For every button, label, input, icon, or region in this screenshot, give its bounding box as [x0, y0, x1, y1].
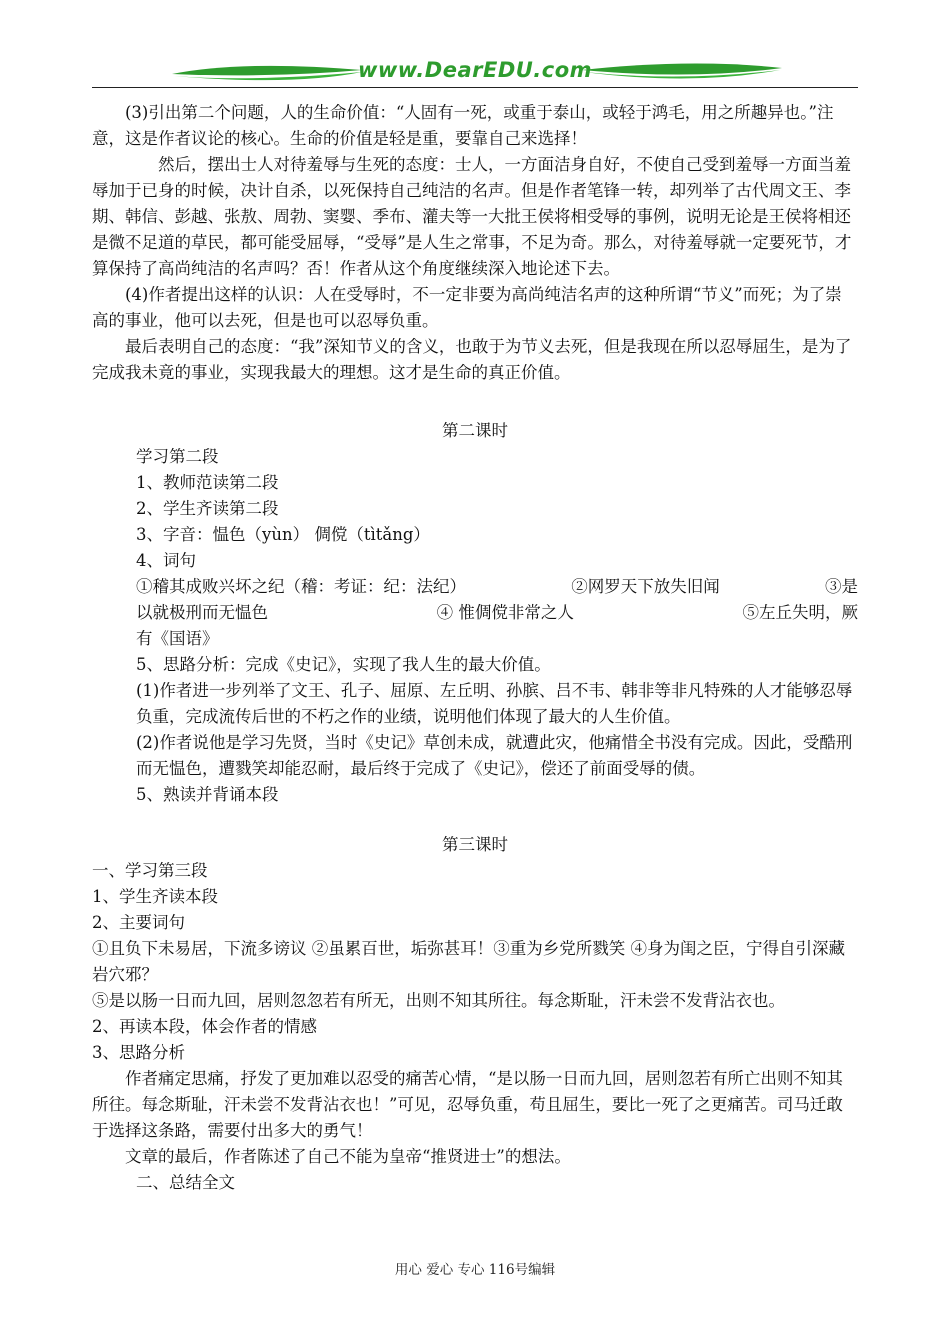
header-divider [92, 87, 858, 88]
word-item: ③是 [825, 577, 858, 596]
list-item: (2)作者说他是学习先贤，当时《史记》草创未成，就遭此灾，他痛惜全书没有完成。因此，受酷刑而无愠色，遭戮笑却能忍耐，最后终于完成了《史记》，偿还了前面受辱的债。 [136, 733, 853, 778]
paragraph: 作者痛定思痛，抒发了更加难以忍受的痛苦心情，“是以肠一日而九回，居则忽若有所亡出则不知其所往。每念斯耻，汗未尝不发背沾衣也！”可见，忍辱负重，苟且屈生，要比一死了之更痛苦。司马迁敢于选择这条路，需要付出多大的勇气！ [92, 1069, 843, 1140]
list-item: (1)作者进一步列举了文王、孔子、屈原、左丘明、孙膑、吕不韦、韩非等非凡特殊的人才能够忍辱负重，完成流传后世的不朽之作的业绩，说明他们体现了最大的人生价值。 [136, 681, 853, 726]
site-url: www.DearEDU.com [357, 58, 593, 82]
section-title: 第三课时 [442, 835, 508, 854]
section-title: 第二课时 [442, 421, 508, 440]
word-item: 以就极刑而无愠色 [136, 603, 268, 622]
list-item: 二、总结全文 [136, 1173, 235, 1192]
word-row [92, 600, 858, 626]
list-item: 3、字音：愠色（yùn） 倜傥（tìtǎng） [136, 525, 430, 544]
list-item: 1、教师范读第二段 [136, 473, 279, 492]
document-body [92, 100, 858, 1196]
paragraph: (3)引出第二个问题，人的生命价值：“人固有一死，或重于泰山，或轻于鸿毛，用之所趣异也。”注意，这是作者议论的核心。生命的价值是轻是重，要靠自己来选择！ [92, 103, 834, 148]
list-item: 有《国语》 [136, 629, 219, 648]
word-item: ②网罗天下放失旧闻 [571, 577, 720, 596]
list-item: 学习第二段 [136, 447, 219, 466]
word-item: ④ 惟倜傥非常之人 [436, 603, 574, 622]
page-footer: 用心 爱心 专心 116号编辑 [394, 1262, 556, 1278]
list-item: 4、词句 [136, 551, 196, 570]
list-item: 1、学生齐读本段 [92, 887, 218, 906]
list-item: ①且负下未易居，下流多谤议 ②虽累百世，垢弥甚耳！③重为乡党所戮笑 ④身为闺之臣，宁得自引深藏岩穴邪？ [92, 939, 845, 984]
list-item: 2、学生齐读第二段 [136, 499, 279, 518]
paragraph: 然后，摆出士人对待羞辱与生死的态度：士人，一方面洁身自好，不使自己受到羞辱一方面当羞辱加于已身的时候，决计自杀，以死保持自己纯洁的名声。但是作者笔锋一转，却列举了古代周文王、李期、韩信、彭越、张敖、周勃、窦婴、季布、灌夫等一大批王侯将相受辱的事例，说明无论是王侯将相还是微不足道的草民，都可能受屈辱，“受辱”是人生之常事，不足为奇。那么，对待羞辱就一定要死节，才算保持了高尚纯洁的名声吗？否！作者从这个角度继续深入地论述下去。 [92, 155, 852, 278]
list-item: 一、学习第三段 [92, 861, 208, 880]
paragraph: 文章的最后，作者陈述了自己不能为皇帝“推贤进士”的想法。 [125, 1147, 571, 1166]
paragraph: (4)作者提出这样的认识：人在受辱时，不一定非要为高尚纯洁名声的这种所谓“节义”而死；为了崇高的事业，他可以去死，但是也可以忍辱负重。 [92, 285, 842, 330]
list-item: 2、再读本段，体会作者的情感 [92, 1017, 317, 1036]
list-item: 5、熟读并背诵本段 [136, 785, 279, 804]
list-item: 5、思路分析：完成《史记》，实现了我人生的最大价值。 [136, 655, 551, 674]
word-row [92, 574, 858, 600]
word-item: ⑤左丘失明，厥 [742, 603, 858, 622]
word-item: ①稽其成败兴坏之纪（稽：考证：纪：法纪） [136, 577, 466, 596]
list-item: 3、思路分析 [92, 1043, 185, 1062]
list-item: ⑤是以肠一日而九回，居则忽忽若有所无，出则不知其所往。每念斯耻，汗未尝不发背沾衣也。 [92, 991, 785, 1010]
site-header-logo [92, 52, 858, 92]
paragraph: 最后表明自己的态度：“我”深知节义的含义，也敢于为节义去死，但是我现在所以忍辱屈生，是为了完成我未竟的事业，实现我最大的理想。这才是生命的真正价值。 [92, 337, 852, 382]
list-item: 2、主要词句 [92, 913, 185, 932]
